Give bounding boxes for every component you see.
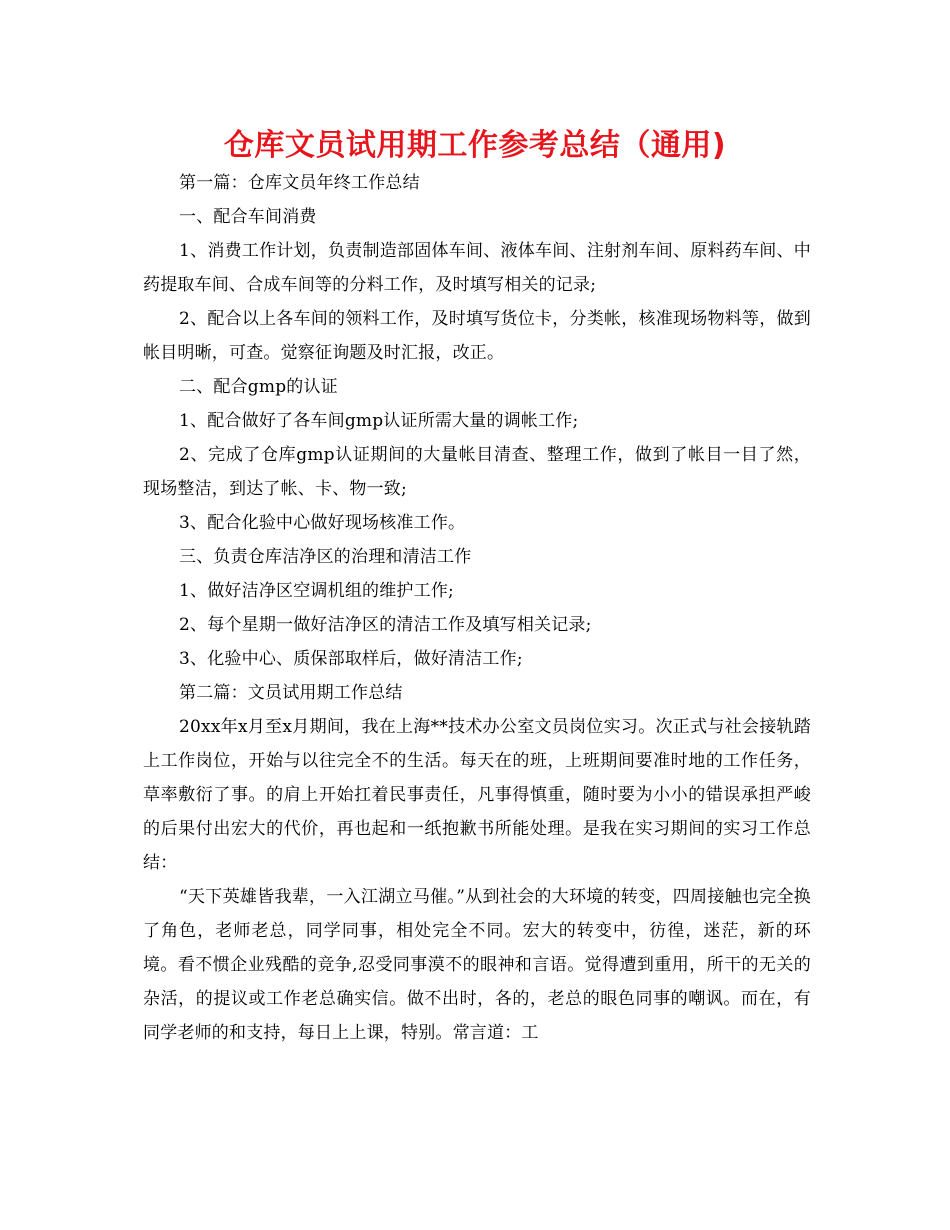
document-title: 仓库文员试用期工作参考总结（通用): [223, 128, 727, 163]
item-paragraph: 1、消费工作计划，负责制造部固体车间、液体车间、注射剂车间、原料药车间、中药提取车间、合成车间等的分料工作，及时填写相关的记录;: [143, 241, 811, 295]
item-paragraph: 3、化验中心、质保部取样后，做好清洁工作;: [179, 649, 523, 669]
heading-2: 二、配合gmp的认证: [179, 377, 338, 397]
item-paragraph: 2、每个星期一做好洁净区的清洁工作及填写相关记录;: [179, 615, 592, 635]
document-body: [143, 166, 811, 1050]
heading-3: 三、负责仓库洁净区的治理和清洁工作: [179, 547, 472, 567]
body-paragraph: “天下英雄皆我辈，一入江湖立马催。”从到社会的大环境的转变，四周接触也完全换了角色，老师老总，同学同事，相处完全不同。宏大的转变中，彷徨，迷茫，新的环境。看不惯企业残酷的竞争,忍受同事漠不的眼神和言语。觉得遭到重用，所干的无关的杂活，的提议或工作老总确实信。做不出时，各的，老总的眼色同事的嘲讽。而在，有同学老师的和支持，每日上上课，特别。常言道：工: [143, 887, 811, 1043]
item-paragraph: 2、完成了仓库gmp认证期间的大量帐目清查、整理工作，做到了帐目一目了然，现场整洁，到达了帐、卡、物一致;: [143, 445, 811, 499]
body-paragraph: 20xx年x月至x月期间，我在上海**技术办公室文员岗位实习。次正式与社会接轨踏上工作岗位，开始与以往完全不的生活。每天在的班，上班期间要准时地的工作任务，草率敷衍了事。的肩上开始扛着民事责任，凡事得慎重，随时要为小小的错误承担严峻的后果付出宏大的代价，再也起和一纸抱歉书所能处理。是我在实习期间的实习工作总结：: [143, 717, 811, 873]
heading-1: 一、配合车间消费: [179, 207, 317, 227]
item-paragraph: 2、配合以上各车间的领料工作，及时填写货位卡，分类帐，核准现场物料等，做到帐目明晰，可查。觉察征询题及时汇报，改正。: [143, 309, 811, 363]
section-heading-part-two: 第二篇：文员试用期工作总结: [179, 683, 403, 703]
item-paragraph: 3、配合化验中心做好现场核准工作。: [179, 513, 466, 533]
item-paragraph: 1、做好洁净区空调机组的维护工作;: [179, 581, 454, 601]
section-heading-part-one: 第一篇：仓库文员年终工作总结: [179, 173, 420, 193]
item-paragraph: 1、配合做好了各车间gmp认证所需大量的调帐工作;: [179, 411, 579, 431]
